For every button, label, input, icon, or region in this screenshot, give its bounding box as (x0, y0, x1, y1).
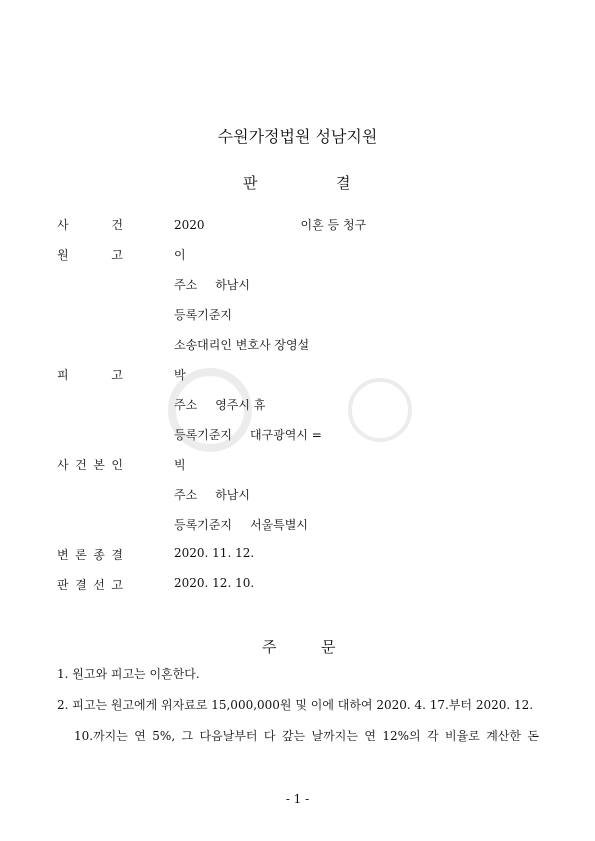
address-value: 영주시 휴 (215, 398, 266, 412)
label-char: 종 (93, 548, 105, 562)
label-char: 선 (93, 578, 105, 592)
party-label (57, 546, 123, 563)
defendant-address (174, 396, 265, 413)
label-char: 건 (75, 458, 87, 472)
label-char: 고 (111, 578, 123, 592)
party-row-hearing-closed (0, 546, 595, 566)
address-label: 주소 (174, 488, 198, 502)
label-char: 사 (57, 218, 69, 232)
defendant-address-row (0, 396, 595, 416)
label-char: 피 (57, 368, 69, 382)
registry-value: 대구광역시 = (249, 428, 322, 442)
defendant-registry (174, 426, 322, 443)
party-label (57, 216, 123, 233)
plaintiff-registry: 등록기준지 (174, 308, 232, 322)
party-row-case (0, 216, 595, 236)
page-number: - 1 - (285, 792, 310, 806)
order-title-char: 문 (321, 638, 336, 656)
case-name: 이혼 등 청구 (300, 218, 367, 232)
label-char: 결 (75, 578, 87, 592)
party-row-plaintiff (0, 246, 595, 266)
label-char: 결 (111, 548, 123, 562)
party-label (57, 456, 123, 473)
case-year: 2020 (174, 218, 205, 232)
label-char: 변 (57, 548, 69, 562)
judgment-title-char: 결 (336, 174, 351, 192)
label-char: 고 (111, 248, 123, 262)
subject-name: 빅 (174, 458, 186, 472)
party-label (57, 576, 123, 593)
registry-value: 서울특별시 (249, 518, 308, 532)
judgment-date: 2020. 12. 10. (174, 576, 255, 590)
party-row-judgment-date (0, 576, 595, 596)
label-char: 원 (57, 248, 69, 262)
label-char: 인 (111, 458, 123, 472)
label-char: 론 (75, 548, 87, 562)
court-name: 수원가정법원 성남지원 (217, 127, 378, 146)
address-label: 주소 (174, 398, 198, 412)
party-label (57, 366, 123, 383)
order-body (57, 659, 539, 752)
address-value: 하남시 (215, 488, 250, 502)
party-label (57, 246, 123, 263)
order-item-continuation: 10.까지는 연 5%, 그 다음날부터 다 갚는 날까지는 연 12%의 각 비율로 계산한 돈 (74, 729, 539, 743)
subject-address-row (0, 486, 595, 506)
label-char: 건 (111, 218, 123, 232)
subject-registry (174, 516, 308, 533)
label-char: 사 (57, 458, 69, 472)
label-char: 판 (57, 578, 69, 592)
party-row-subject (0, 456, 595, 476)
order-item: 2. 피고는 원고에게 위자료로 15,000,000원 및 이에 대하여 2020. 4. 17.부터 2020. 12. (57, 698, 534, 712)
subject-address (174, 486, 250, 503)
plaintiff-attorney: 소송대리인 변호사 장영설 (174, 338, 310, 352)
judgment-title-char: 판 (243, 174, 258, 192)
address-value: 하남시 (215, 278, 250, 292)
plaintiff-registry-row (0, 306, 595, 326)
registry-label: 등록기준지 (174, 428, 232, 442)
plaintiff-address (174, 276, 250, 293)
label-char: 본 (93, 458, 105, 472)
label-char: 고 (111, 368, 123, 382)
defendant-registry-row (0, 426, 595, 446)
subject-registry-row (0, 516, 595, 536)
plaintiff-name: 이 (174, 248, 186, 262)
case-number (174, 216, 366, 233)
party-row-defendant (0, 366, 595, 386)
defendant-name: 박 (174, 368, 186, 382)
order-title-char: 주 (262, 638, 277, 656)
registry-label: 등록기준지 (174, 518, 232, 532)
plaintiff-attorney-row (0, 336, 595, 356)
order-item: 1. 원고와 피고는 이혼한다. (57, 667, 200, 681)
plaintiff-address-row (0, 276, 595, 296)
hearing-closed-date: 2020. 11. 12. (174, 546, 255, 560)
address-label: 주소 (174, 278, 198, 292)
